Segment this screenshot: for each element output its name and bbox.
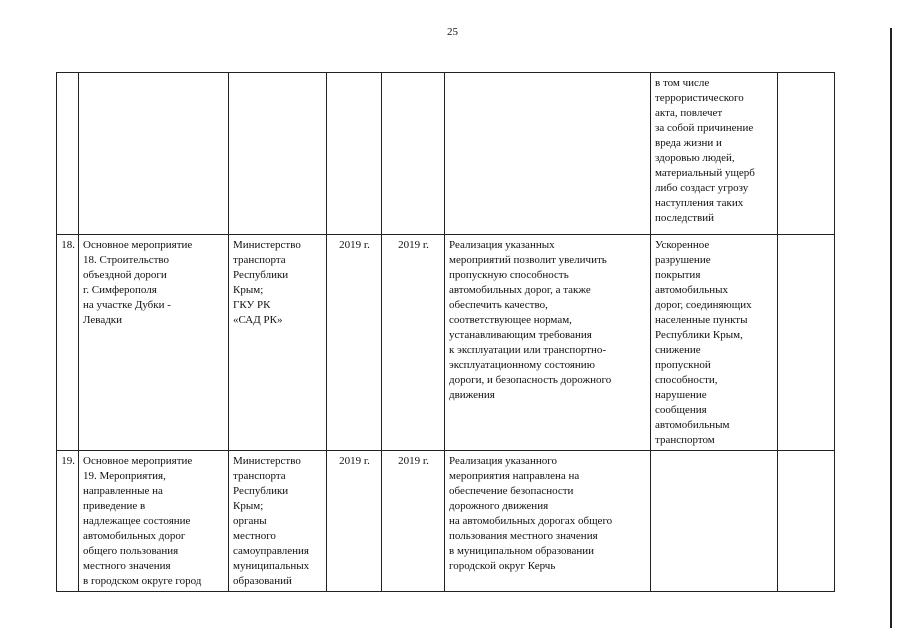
row-number-cell: 18. — [57, 235, 79, 451]
table-row — [57, 451, 835, 592]
consequences-cell — [651, 451, 778, 592]
executor-cell: Министерство транспорта Республики Крым; органы местного самоуправления муниципальных образований — [229, 451, 327, 592]
extra-cell — [778, 451, 835, 592]
row-number-cell: 19. — [57, 451, 79, 592]
program-activities-table — [56, 72, 835, 592]
start-year-cell: 2019 г. — [327, 235, 382, 451]
executor-cell — [229, 73, 327, 235]
end-year-cell — [382, 73, 445, 235]
activity-name-cell: Основное мероприятие 19. Мероприятия, направленные на приведение в надлежащее состояние автомобильных дорог общего пользования местного значения в городском округе город — [79, 451, 229, 592]
start-year-cell: 2019 г. — [327, 451, 382, 592]
executor-cell: Министерство транспорта Республики Крым; ГКУ РК «САД РК» — [229, 235, 327, 451]
table-row — [57, 235, 835, 451]
end-year-cell: 2019 г. — [382, 235, 445, 451]
table-row-continuation — [57, 73, 835, 235]
start-year-cell — [327, 73, 382, 235]
expected-result-cell: Реализация указанного мероприятия направлена на обеспечение безопасности дорожного движения на автомобильных дорогах общего пользования местного значения в муниципальном образовании городской округ Керчь — [445, 451, 651, 592]
page-edge-line — [890, 28, 892, 628]
row-number-cell — [57, 73, 79, 235]
end-year-cell: 2019 г. — [382, 451, 445, 592]
expected-result-cell — [445, 73, 651, 235]
extra-cell — [778, 73, 835, 235]
expected-result-cell: Реализация указанных мероприятий позволит увеличить пропускную способность автомобильных дорог, а также обеспечить качество, соответствующее нормам, устанавливающим требования к эксплуатации или транспортно- эксплуатационному состоянию дороги, и безопасность дорожного движения — [445, 235, 651, 451]
page-number: 25 — [447, 26, 458, 38]
activity-name-cell: Основное мероприятие 18. Строительство объездной дороги г. Симферополя на участке Дубки - Левадки — [79, 235, 229, 451]
consequences-cell: Ускоренное разрушение покрытия автомобильных дорог, соединяющих населенные пункты Республики Крым, снижение пропускной способности, нарушение сообщения автомобильным транспортом — [651, 235, 778, 451]
extra-cell — [778, 235, 835, 451]
activity-name-cell — [79, 73, 229, 235]
consequences-cell: в том числе террористического акта, повлечет за собой причинение вреда жизни и здоровью людей, материальный ущерб либо создаст угрозу наступления таких последствий — [651, 73, 778, 235]
